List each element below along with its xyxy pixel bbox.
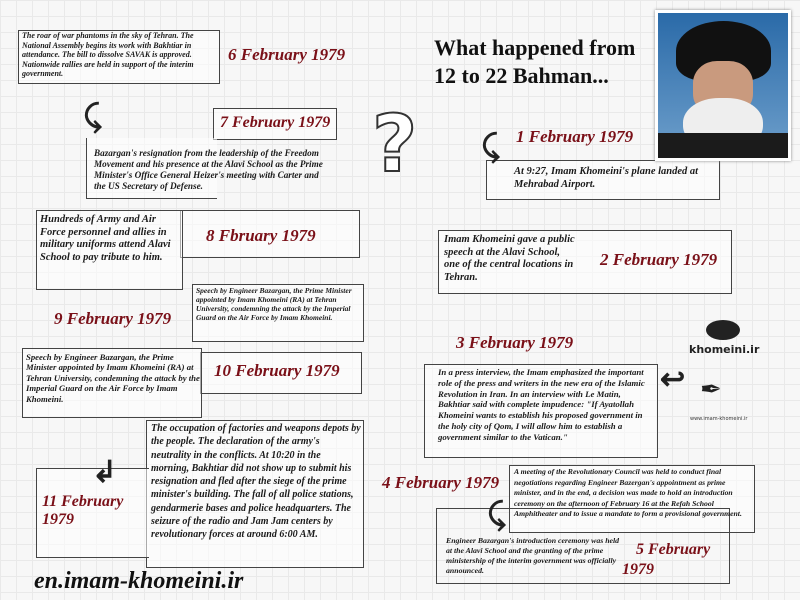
event-text-3-feb: In a press interview, the Imam emphasized the important role of the press and writers in the new era of the Islamic Revolution in Iran. In an interview with Le Matin, Bakhtiar said with complete impudence: "If Ayatollah Khomeini wants to establish his proposed government in the holy city of Qom, I will allow him to establish a government similar to the Vatican." <box>438 367 645 442</box>
event-date-11-feb: 11 February 1979 <box>42 493 124 528</box>
curved-arrow-icon: ⤹ <box>488 498 506 531</box>
logo-url: www.imam-khomeini.ir <box>690 416 748 422</box>
event-text-5-feb: Engineer Bazargan's introduction ceremony was held at the Alavi School and the granting of the prime ministership of the interim government was officially announced. <box>446 536 620 575</box>
event-text-6-feb: The roar of war phantoms in the sky of Tehran. The National Assembly begins its work with Bakhtiar in attendance. The bill to dissolve SAVAK is approved. Nationwide rallies are held in support of the interim government. <box>22 31 194 79</box>
event-text-1-feb: At 9:27, Imam Khomeini's plane landed at Mehrabad Airport. <box>514 166 699 190</box>
event-text-8-feb: Hundreds of Army and Air Force personnel and allies in military uniforms attend Alavi School to pay tribute to him. <box>40 214 171 263</box>
event-date-10-feb: 10 February 1979 <box>214 361 340 380</box>
event-text-2-feb: Imam Khomeini gave a public speech at the Alavi School, one of the central locations in Tehran. <box>444 234 575 283</box>
event-date-1-feb: 1 February 1979 <box>516 127 634 146</box>
event-text-7-feb: Bazargan's resignation from the leadership of the Freedom Movement and his presence at the Alavi School as the Prime Minister's Office General Heizer's meeting with Carter and the US Secretary of Defense. <box>94 148 323 192</box>
event-text-10-feb: Speech by Engineer Bazargan, the Prime Minister appointed by Imam Khomeini (RA) at Tehran University, condemning the attack by the Imperial Guard on the Air Force by Imam Khomeini. <box>26 352 200 404</box>
event-text-4-feb: A meeting of the Revolutionary Council was held to conduct final negotiations regarding Engineer Bazergan's appointment as prime minister, and in the end, a decision was made to hold an introduction ceremony on the afternoon of February 16 at the Refah School Amphitheater and to issue a mandate to form a provisional government. <box>514 467 742 519</box>
khomeini-logo-text: khomeini.ir <box>689 343 760 356</box>
event-date-8-feb: 8 Fbruary 1979 <box>206 226 316 245</box>
calligraphy-logo: ✒ <box>700 375 722 404</box>
event-date-3-feb: 3 February 1979 <box>456 333 574 352</box>
website-url: en.imam-khomeini.ir <box>34 568 244 594</box>
question-mark-icon: ? <box>372 100 418 190</box>
curved-arrow-icon: ⤹ <box>482 130 500 163</box>
portrait-photo <box>655 10 791 161</box>
event-text-11-feb: The occupation of factories and weapons depots by the people. The declaration of the army's neutrality in the conflicts. At 10:20 in the morning, Bakhtiar did not show up to submit his resignation and fled after the siege of the prime minister's building. The fall of all police stations, gendarmerie bases and police headquarters. The seizure of the radio and Jam Jam centers by revolutionary forces at around 6:00 AM. <box>151 423 361 541</box>
curved-arrow-icon: ⤹ <box>84 100 102 133</box>
curved-arrow-icon: ↩ <box>660 363 686 396</box>
page-title: What happened from 12 to 22 Bahman... <box>434 35 636 88</box>
curved-arrow-icon: ↲ <box>92 456 118 489</box>
event-date-6-feb: 6 February 1979 <box>228 45 346 64</box>
event-date-7-feb: 7 February 1979 <box>220 114 331 131</box>
event-date-5-feb: 5 February 1979 <box>622 541 711 578</box>
event-date-2-feb: 2 February 1979 <box>600 250 718 269</box>
event-date-4-feb: 4 February 1979 <box>382 473 500 492</box>
event-text-9-feb: Speech by Engineer Bazargan, the Prime Minister appointed by Imam Khomeini (RA) at Tehran University, condemning the attack by the Imperial Guard on the Air Force by Imam Khomeini. <box>196 286 352 322</box>
khomeini-seal-logo <box>706 320 740 340</box>
event-date-9-feb: 9 February 1979 <box>54 309 172 328</box>
